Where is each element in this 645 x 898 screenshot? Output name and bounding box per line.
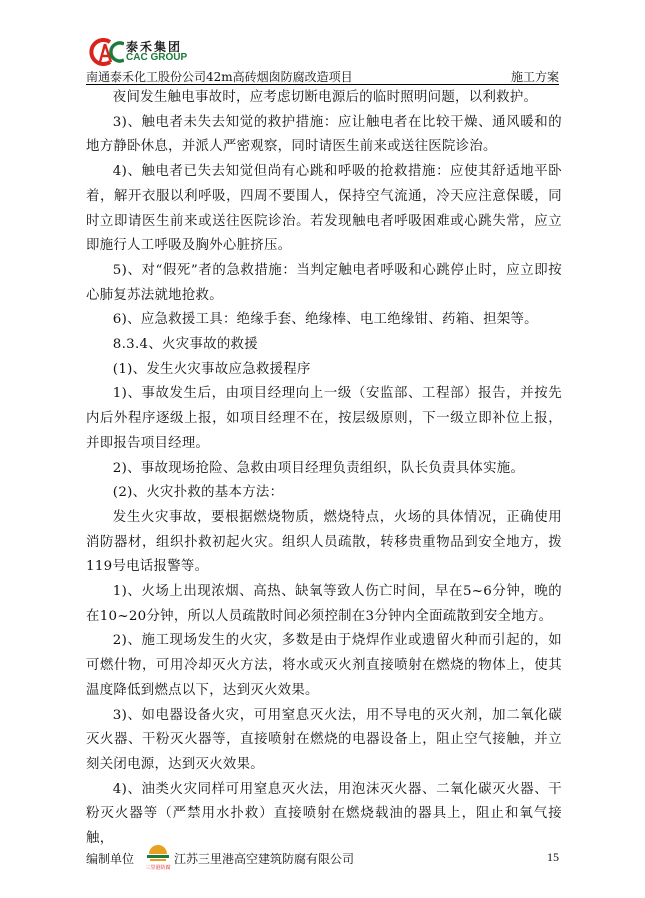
paragraph: 5)、对“假死”者的急救措施：当判定触电者呼吸和心跳停止时，应立即按心肺复苏法就地抢救。 — [86, 262, 562, 303]
paragraph: (2)、火灾扑救的基本方法： — [112, 485, 284, 501]
cac-logo-icon — [88, 38, 124, 66]
page-footer — [86, 846, 559, 876]
paragraph: 夜间发生触电事故时，应考虑切断电源后的临时照明问题，以利救护。 — [112, 90, 538, 105]
paragraph: 4)、触电者已失去知觉但尚有心跳和呼吸的抢救措施：应使其舒适地平卧着，解开衣服以利呼吸，四周不要围人，保持空气流通，冷天应注意保暖，同时立即请医生前来或送往医院诊治。若发现触电者呼吸困难或心跳失常，应立即施行人工呼吸及胸外心脏挤压。 — [86, 164, 562, 254]
paragraph: 8.3.4、火灾事故的救援 — [112, 337, 258, 353]
page-header — [86, 68, 559, 85]
paragraph: 2)、事故现场抢险、急救由项目经理负责组织，队长负责具体实施。 — [112, 460, 525, 476]
footer-company-name: 江苏三里港高空建筑防腐有限公司 — [174, 852, 355, 866]
paragraph: 2)、施工现场发生的火灾，多数是由于烧焊作业或遗留火种而引起的，如可燃什物，可用冷却灭火方法，将水或灭火剂直接喷射在燃烧的物体上，使其温度降低到燃点以下，达到灭火效果。 — [86, 633, 562, 698]
paragraph: 3)、触电者未失去知觉的救护措施：应让触电者在比较干燥、通风暖和的地方静卧休息，并派人严密观察，同时请医生前来或送往医院诊治。 — [86, 114, 562, 155]
footer-label: 编制单位 — [86, 852, 135, 866]
emblem-caption: 三里港防腐 — [145, 865, 171, 871]
header-doc-type: 施工方案 — [510, 70, 559, 84]
paragraph: (1)、发生火灾事故应急救援程序 — [112, 361, 311, 377]
paragraph: 4)、油类火灾同样可用窒息灭火法，用泡沫灭火器、二氧化碳灭火器、干粉灭火器等（严禁用水扑救）直接喷射在燃烧载油的器具上，阻止和氧气接触， — [86, 781, 562, 847]
logo-chinese-name: 泰禾集团 — [126, 40, 183, 54]
company-logo — [88, 38, 208, 68]
paragraph: 1)、火场上出现浓烟、高热、缺氧等致人伤亡时间，早在5~6分钟，晚的在10~20分钟，所以人员疏散时间必须控制在3分钟内全面疏散到安全地方。 — [86, 584, 562, 624]
paragraph: 1)、事故发生后，由项目经理向上一级（安监部、工程部）报告，并按先内后外程序逐级上报，如项目经理不在，按层级原则，下一级立即补位上报，并即报告项目经理。 — [86, 386, 562, 451]
header-project-title: 南通泰禾化工股份公司42m高砖烟囱防腐改造项目 — [86, 70, 353, 84]
logo-english-name: CAC GROUP — [126, 52, 188, 63]
document-body — [86, 86, 562, 852]
page-number: 15 — [547, 850, 559, 864]
paragraph: 3)、如电器设备火灾，可用窒息灭火法，用不导电的灭火剂，加二氧化碳灭火器、干粉灭火器等，直接喷射在燃烧的电器设备上，阻止空气接触，并立刻关闭电源，达到灭火效果。 — [86, 707, 562, 772]
paragraph: 6)、应急救援工具：绝缘手套、绝缘棒、电工绝缘钳、药箱、担架等。 — [112, 312, 538, 328]
company-emblem-icon — [143, 838, 173, 872]
paragraph: 发生火灾事故，要根据燃烧物质，燃烧特点，火场的具体情况，正确使用消防器材，组织扑救初起火灾。组织人员疏散，转移贵重物品到安全地方，拨119号电话报警等。 — [86, 509, 562, 575]
